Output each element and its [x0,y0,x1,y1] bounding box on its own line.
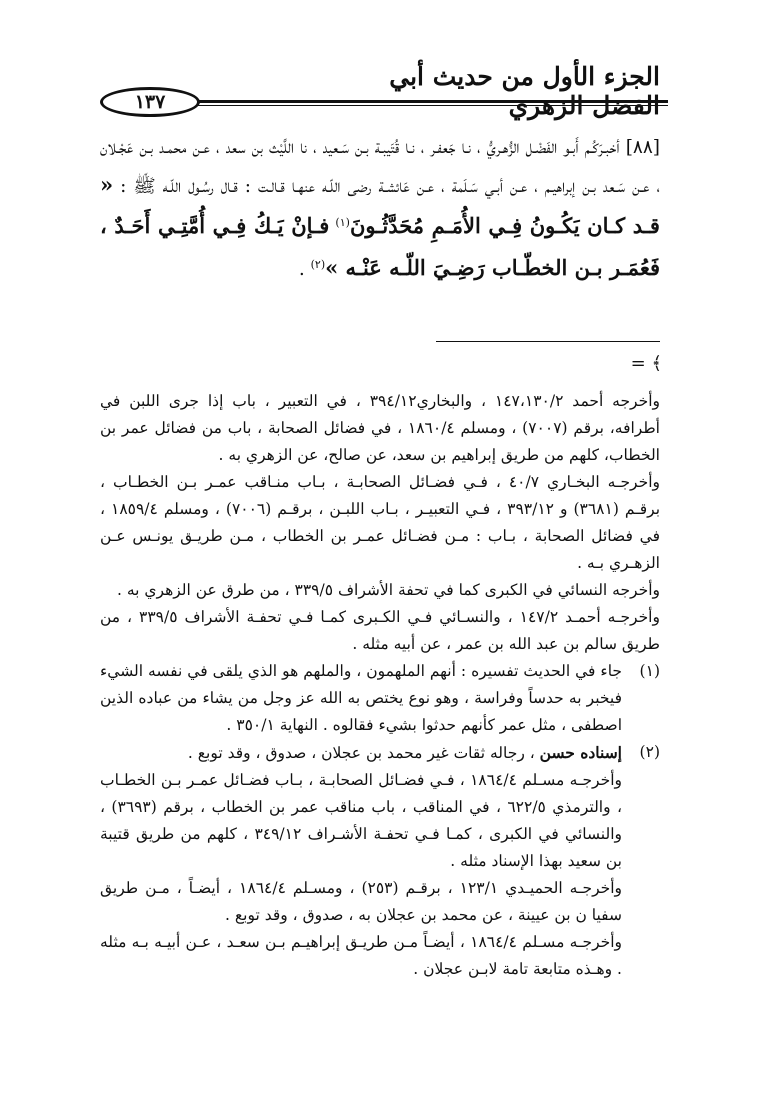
hadith-text [100,130,660,288]
takhrij-paragraph: وأخرجـه البخـاري ٤٠/٧ ، فـي فضـائل الصحابـة ، بـاب منـاقب عمـر بـن الخطـاب ، برقـم (٣٦٨١) و ٣٩٣/١٢ ، فـي التعبيـر ، بـاب اللبـن ، برقـم (٧٠٠٦) ، ومسلم ١٨٥٩/٤ ، في فضائل الصحابة ، بـاب : مـن فضـائل عمـر بن الخطاب ، مـن طريـق يونـس عـن الزهـري بـه . [100,473,661,572]
takhrij-paragraph: وأخرجه أحمد ١٤٧،١٣٠/٢ ، والبخاري٣٩٤/١٢ ، في التعبير ، باب إذا جرى اللبن في أطرافه، برقم (٧٠٠٧) ، ومسلم ١٨٦٠/٤ ، في فضائل الصحابة ، باب من فضائل عمر بن الخطاب، كلهم من طريق إبراهيم بن سعد، عن صالح، عن الزهري به . [100,392,660,464]
hadith-number: [٨٨] [625,137,660,158]
footnote-paragraph: جاء في الحديث تفسيره : أنهم الملهمون ، والملهم هو الذي يلقى في نفسه الشيء فيخبر به حدساً وفراسة ، وهو نوع يختص به الله عز وجل من يشاء من عباده الذين اصطفى ، مثل عمر كأنهم حدثوا بشيء فقالوه . النهاية ٣٥٠/١ . [100,662,622,734]
footnotes [100,388,660,983]
hadith-matn-2: فـإنْ يَـكُ فِـي أُمَّتِـي أَحَـدٌ ، فَعُمَـر بـن الخطّـاب رَضِـيَ اللّـه عَنْـه » [100,213,660,280]
footnote-1 [100,658,660,739]
hadith-end: . [298,258,305,280]
page-number-badge [100,87,200,117]
footnote-paragraph: وأخرجـه مسـلم ١٨٦٤/٤ ، أيضـاً مـن طريـق إبراهيـم بـن سعـد ، عـن أبيـه بـه مثله . وهـذه متابعة تامة لابـن عجلان . [100,933,622,978]
footnote-separator [436,341,660,342]
footnote-ref-2: (٢) [310,257,326,271]
continuation-mark: = ﴾ [630,353,662,374]
footnote-paragraph: ، رجاله ثقات غير محمد بن عجلان ، صدوق ، وقد توبع . [187,744,535,762]
header-rule-thin [196,105,668,106]
footnote-number: (١) [639,662,660,680]
header-rule [196,100,668,103]
hadith-isnad: أخبـرَكُـم أَبـو الفَضْـل الزُّهـريُّ ، نـا جَعفـر ، نـا قُتَيبـة بـن سَـعيد ، نا اللَّيْث بن سعد ، عـن محمـد بـن عَجْـلان ، عـن سَـعد بـن إبراهيـم ، عـن أبـي سَـلَمة ، عـن عَائشـة رضى اللّـه عنهـا قـالـت : قـال رسُـول اللّـه ﷺ : [100,137,660,197]
running-header-title: الجزء الأول من حديث أبي [389,62,660,91]
page-number: ١٣٧ [134,91,166,113]
footnote-paragraph: وأخرجـه مسـلم ١٨٦٤/٤ ، فـي فضـائل الصحابـة ، بـاب فضـائل عمـر بـن الخطـاب ، والترمذي ٦٢٢/٥ ، في المناقب ، باب مناقب عمر بن الخطاب ، برقم (٣٦٩٣) ، والنسائي في الكبرى ، كمـا فـي تحفـة الأشـراف ٣٤٩/١٢ ، كلهم من طريق قتيبة بن سعيد بهذا الإسناد مثله . [100,771,622,870]
takhrij-paragraph: وأخرجـه أحمـد ١٤٧/٢ ، والنسـائي فـي الكـبرى كمـا فـي تحفـة الأشراف ٣٣٩/٥ ، من طريق سالم بن عبد الله بن عمر ، عن أبيه مثله . [100,608,660,653]
takhrij-paragraph: وأخرجه النسائي في الكبرى كما في تحفة الأشراف ٣٣٩/٥ ، من طرق عن الزهري به . [116,581,660,599]
footnote-2 [100,739,660,983]
footnote-paragraph: وأخرجـه الحميـدي ١٢٣/١ ، برقـم (٢٥٣) ، ومسـلم ١٨٦٤/٤ ، أيضـاً ، مـن طريق سفيا ن بن عيينة ، عن محمد بن عجلان به ، صدوق ، وقد توبع . [100,879,622,924]
footnote-ref-1: (١) [335,216,350,229]
isnad-grade: إسناده حسن [539,743,622,762]
hadith-matn-1: « قـد كـان يَكُـونُ فِـي الأُمَـمِ مُحَدَّثُـونَ [100,171,660,239]
footnote-number: (٢) [639,743,660,761]
